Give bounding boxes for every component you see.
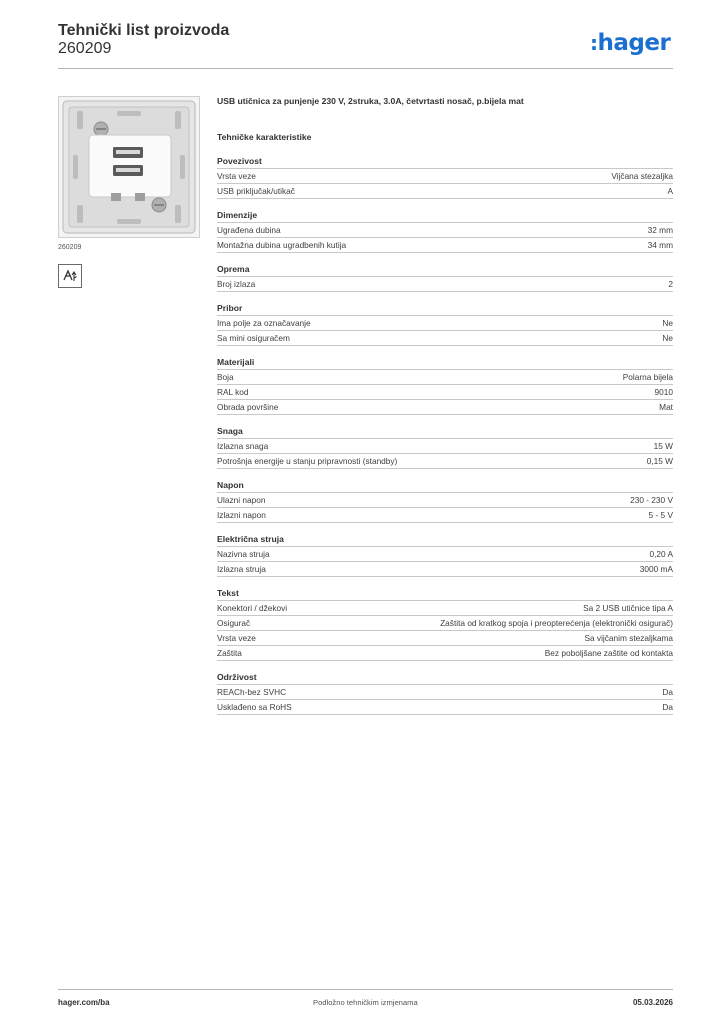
- logo-text: hager: [597, 30, 671, 56]
- spec-label: Potrošnja energije u stanju pripravnosti (standby): [217, 456, 398, 466]
- spec-section: [217, 479, 673, 523]
- spec-label: Broj izlaza: [217, 279, 256, 289]
- spec-value: Sa 2 USB utičnice tipa A: [583, 603, 673, 613]
- usb-symbol-glyph-icon: [60, 266, 80, 286]
- spec-row: [217, 277, 673, 292]
- spec-row: [217, 169, 673, 184]
- spec-section: [217, 263, 673, 292]
- spec-row: [217, 400, 673, 415]
- spec-label: Vrsta veze: [217, 171, 256, 181]
- spec-label: Obrada površine: [217, 402, 279, 412]
- spec-value: 3000 mA: [639, 564, 673, 574]
- usb-socket-illustration: [59, 97, 199, 237]
- spec-section: [217, 302, 673, 346]
- spec-label: Osigurač: [217, 618, 251, 628]
- spec-row: [217, 493, 673, 508]
- spec-label: Usklađeno sa RoHS: [217, 702, 292, 712]
- spec-row: [217, 700, 673, 715]
- spec-label: RAL kod: [217, 387, 249, 397]
- spec-value: 9010: [654, 387, 673, 397]
- section-title: Snaga: [217, 425, 673, 439]
- hager-logo: [590, 30, 670, 56]
- spec-label: Montažna dubina ugradbenih kutija: [217, 240, 347, 250]
- spec-label: Izlazna snaga: [217, 441, 269, 451]
- spec-value: Ne: [662, 318, 673, 328]
- spec-section: [217, 356, 673, 415]
- spec-value: 5 - 5 V: [648, 510, 673, 520]
- spec-label: REACh-bez SVHC: [217, 687, 287, 697]
- spec-row: [217, 547, 673, 562]
- spec-content: [217, 94, 673, 715]
- section-title: Napon: [217, 479, 673, 493]
- spec-value: Da: [662, 702, 673, 712]
- spec-row: [217, 601, 673, 616]
- spec-label: Ima polje za označavanje: [217, 318, 311, 328]
- logo-dots-icon: :: [590, 31, 598, 55]
- spec-value: 230 - 230 V: [630, 495, 673, 505]
- spec-label: Izlazni napon: [217, 510, 266, 520]
- product-number: 260209: [58, 40, 112, 57]
- spec-value: Ne: [662, 333, 673, 343]
- spec-row: [217, 685, 673, 700]
- spec-section: [217, 209, 673, 253]
- header-divider: [58, 68, 673, 69]
- product-description: USB utičnica za punjenje 230 V, 2struka, 3.0A, četvrtasti nosač, p.bijela mat: [217, 96, 524, 106]
- footer-website: hager.com/ba: [58, 998, 110, 1007]
- spec-label: Boja: [217, 372, 234, 382]
- spec-row: [217, 331, 673, 346]
- section-title: Materijali: [217, 356, 673, 370]
- section-title: Tekst: [217, 587, 673, 601]
- spec-label: Izlazna struja: [217, 564, 266, 574]
- spec-row: [217, 616, 673, 631]
- spec-value: A: [667, 186, 673, 196]
- footer-date: 05.03.2026: [632, 998, 673, 1007]
- spec-row: [217, 454, 673, 469]
- section-title: Oprema: [217, 263, 673, 277]
- spec-value: Mat: [659, 402, 673, 412]
- spec-row: [217, 223, 673, 238]
- spec-value: Polarna bijela: [622, 372, 673, 382]
- spec-value: 2: [668, 279, 673, 289]
- spec-value: Da: [662, 687, 673, 697]
- spec-section: [217, 671, 673, 715]
- spec-row: [217, 385, 673, 400]
- spec-section: [217, 425, 673, 469]
- spec-sections: [217, 155, 673, 715]
- spec-value: Sa vijčanim stezaljkama: [584, 633, 673, 643]
- spec-label: USB priključak/utikač: [217, 186, 295, 196]
- spec-value: 0,20 A: [649, 549, 673, 559]
- spec-row: [217, 631, 673, 646]
- spec-row: [217, 316, 673, 331]
- spec-label: Zaštita: [217, 648, 242, 658]
- spec-row: [217, 646, 673, 661]
- spec-value: Vijčana stezaljka: [611, 171, 673, 181]
- spec-row: [217, 370, 673, 385]
- footer-notice: Podložno tehničkim izmjenama: [313, 998, 418, 1007]
- spec-label: Ugrađena dubina: [217, 225, 281, 235]
- spec-label: Ulazni napon: [217, 495, 266, 505]
- spec-value: 32 mm: [647, 225, 673, 235]
- usb-plug-symbol-icon: [58, 264, 82, 288]
- product-image: [58, 96, 200, 238]
- footer-divider: [58, 989, 673, 990]
- section-title: Dimenzije: [217, 209, 673, 223]
- spec-row: [217, 508, 673, 523]
- spec-row: [217, 562, 673, 577]
- spec-label: Vrsta veze: [217, 633, 256, 643]
- spec-section: [217, 587, 673, 661]
- spec-row: [217, 238, 673, 253]
- spec-value: 15 W: [653, 441, 673, 451]
- section-title: Električna struja: [217, 533, 673, 547]
- page-title: Tehnički list proizvoda: [58, 22, 230, 39]
- spec-value: Bez poboljšane zaštite od kontakta: [544, 648, 673, 658]
- spec-row: [217, 184, 673, 199]
- section-title: Održivost: [217, 671, 673, 685]
- spec-value: Zaštita od kratkog spoja i preopterećenja (elektronički osigurač): [440, 618, 673, 628]
- spec-section: [217, 155, 673, 199]
- image-caption: 260209: [58, 244, 82, 251]
- section-title: Pribor: [217, 302, 673, 316]
- tech-characteristics-heading: Tehničke karakteristike: [217, 132, 312, 142]
- section-title: Povezivost: [217, 155, 673, 169]
- spec-label: Sa mini osiguračem: [217, 333, 290, 343]
- spec-label: Nazivna struja: [217, 549, 270, 559]
- spec-label: Konektori / džekovi: [217, 603, 288, 613]
- spec-section: [217, 533, 673, 577]
- spec-value: 0,15 W: [646, 456, 673, 466]
- spec-value: 34 mm: [647, 240, 673, 250]
- spec-row: [217, 439, 673, 454]
